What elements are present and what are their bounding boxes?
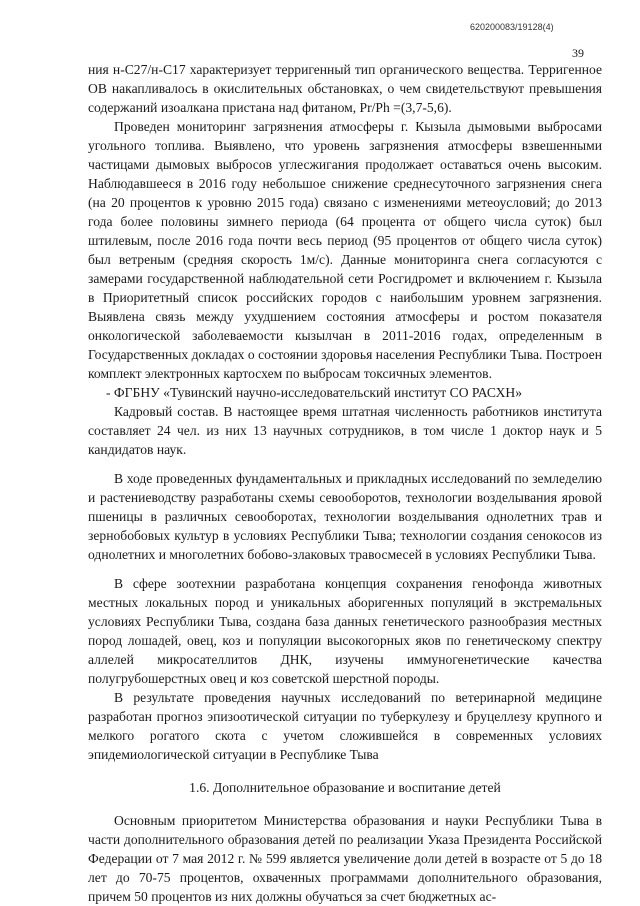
paragraph-agriculture: В ходе проведенных фундаментальных и прикладных исследований по земледелию и растениеводству разработаны схемы севооборотов, технологии возделывания яровой пшеницы в различных севооборотах, технологии возделывания однолетних трав и зернобобовых культур в условиях Республики Тыва; технологии создания сенокосов из однолетних и многолетних бобово-злаковых травосмесей в условиях Республики Тыва. xyxy=(88,471,602,562)
paragraph-monitoring: Проведен мониторинг загрязнения атмосферы г. Кызыла дымовыми выбросами угольного топлива. Выявлено, что уровень загрязнения атмосферы взвешенными частицами дымовых выбросов углесжигания продолжает оставаться очень высоким. Наблюдавшееся в 2016 году небольшое снижение среднесуточного загрязнения снега (на 20 процентов к уровню 2015 года) связано с изменениями метеоусловий; до 2013 года более половины зимнего периода (64 процента от общего числа суток) был штилевым, после 2016 года почти весь период (95 процентов от общего числа суток) был ветреным (средняя скорость 1м/с). Данные мониторинга снега согласуются с замерами государственной наблюдательной сети Росгидромет и включением г. Кызыла в Приоритетный список российских городов с наибольшим уровнем загрязнения. Выявлена связь между ухудшением состояния атмосферы и ростом показателя онкологической заболеваемости кызылчан в 2011-2016 годах, определенным в Государственных докладах о состоянии здоровья населения Республики Тыва. Построен комплект электронных картосхем по выбросам токсичных элементов. xyxy=(88,119,602,381)
paragraph-staff: Кадровый состав. В настоящее время штатная численность работников института составляет 24 чел. из них 13 научных сотрудников, в том числе 1 доктор наук и 5 кандидатов наук. xyxy=(88,404,602,457)
section-heading: 1.6. Дополнительное образование и воспитание детей xyxy=(189,780,501,795)
document-id: 620200083/19128(4) xyxy=(470,22,554,32)
page-body xyxy=(88,60,602,906)
page-number: 39 xyxy=(572,46,584,60)
paragraph-education: Основным приоритетом Министерства образования и науки Республики Тыва в части дополнительного образования детей по реализации Указа Президента Российской Федерации от 7 мая 2012 г. № 599 является увеличение доли детей в возрасте от 5 до 18 лет до 70-75 процентов, охваченных программами дополнительного образования, причем 50 процентов из них должны обучаться за счет бюджетных ас- xyxy=(88,813,602,904)
paragraph-zootechny: В сфере зоотехнии разработана концепция сохранения генофонда животных местных локальных пород и уникальных аборигенных популяций в экстремальных условиях Республики Тыва, создана база данных генетического разнообразия местных пород лошадей, овец, коз и популяции высокогорных яков по генетическому спектру аллелей микросателлитов ДНК, изучены иммуногенетические качества полугрубошерстных овец и коз советской шерстной породы. xyxy=(88,576,602,686)
paragraph-veterinary: В результате проведения научных исследований по ветеринарной медицине разработан прогноз эпизоотической ситуации по туберкулезу и бруцеллезу крупного и мелкого рогатого скота с учетом сложившейся в современных условиях эпидемиологической ситуации в Республике Тыва xyxy=(88,690,602,762)
institute-heading: - ФГБНУ «Тувинский научно-исследовательский институт СО РАСХН» xyxy=(106,385,523,400)
paragraph-continuation: ния н-С27/н-С17 характеризует терригенный тип органического вещества. Терригенное ОВ накапливалось в окислительных обстановках, о чем свидетельствуют превышения содержаний изоалкана пристана над фитаном, Pr/Ph =(3,7-5,6). xyxy=(88,62,602,115)
